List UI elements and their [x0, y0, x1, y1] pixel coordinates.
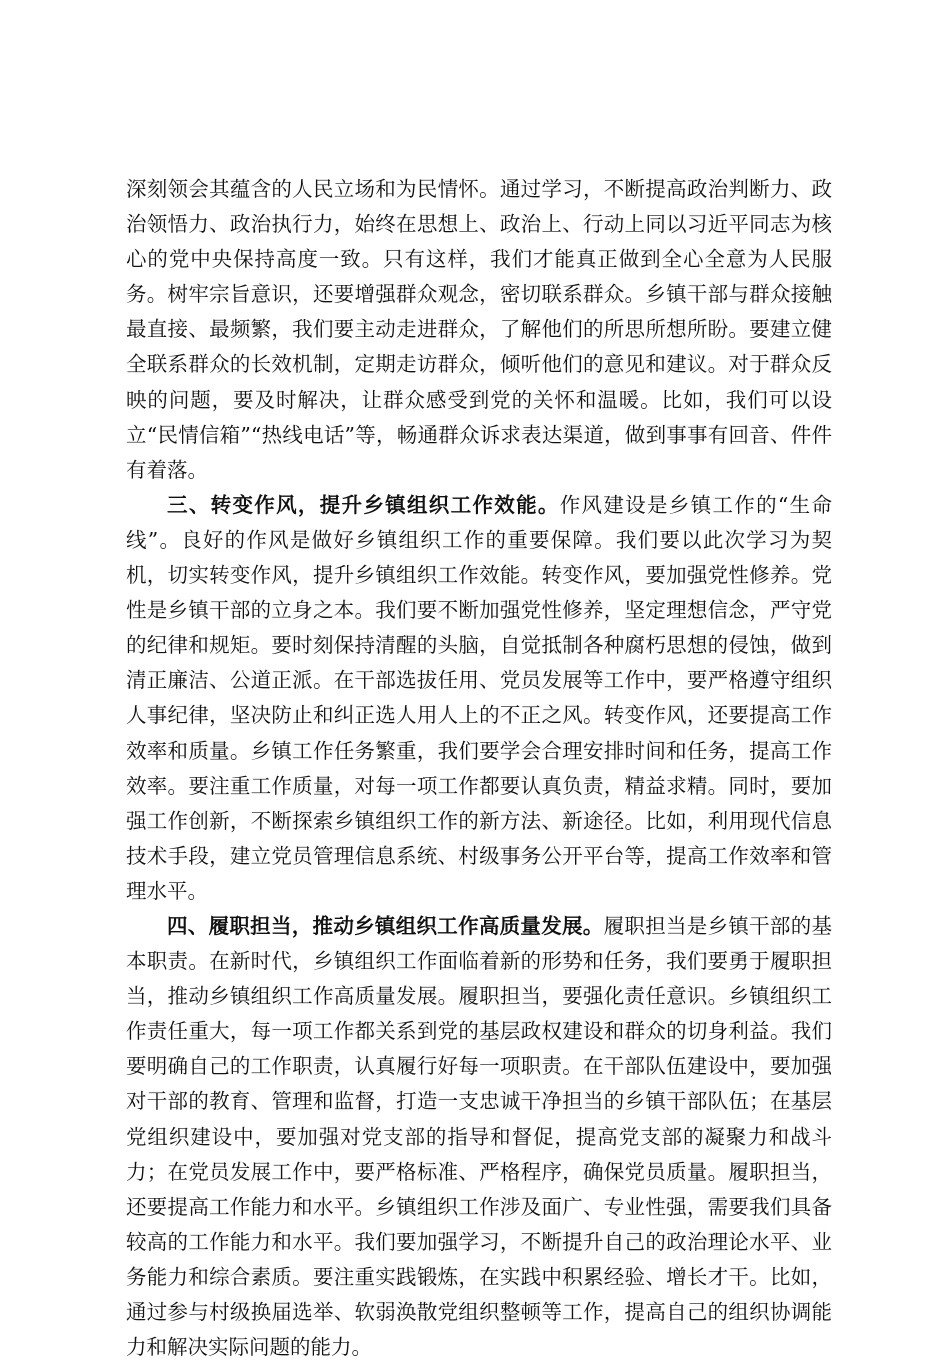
paragraph-section-4 [126, 909, 832, 1365]
paragraph-body: 深刻领会其蕴含的人民立场和为民情怀。通过学习，不断提高政治判断力、政治领悟力、政治执行力，始终在思想上、政治上、行动上同以习近平同志为核心的党中央保持高度一致。只有这样，我们才能真正做到全心全意为人民服务。树牢宗旨意识，还要增强群众观念，密切联系群众。乡镇干部与群众接触最直接、最频繁，我们要主动走进群众，了解他们的所思所想所盼。要建立健全联系群众的长效机制，定期走访群众，倾听他们的意见和建议。对于群众反映的问题，要及时解决，让群众感受到党的关怀和温暖。比如，我们可以设立“民情信箱”“热线电话”等，畅通群众诉求表达渠道，做到事事有回音、件件有着落。 [126, 177, 832, 482]
paragraph-continuation [126, 172, 832, 488]
document-body [126, 172, 832, 1365]
paragraph-body: 作风建设是乡镇工作的“生命线”。良好的作风是做好乡镇组织工作的重要保障。我们要以此次学习为契机，切实转变作风，提升乡镇组织工作效能。转变作风，要加强党性修养。党性是乡镇干部的立身之本。我们要不断加强党性修养，坚定理想信念，严守党的纪律和规矩。要时刻保持清醒的头脑，自觉抵制各种腐朽思想的侵蚀，做到清正廉洁、公道正派。在干部选拔任用、党员发展等工作中，要严格遵守组织人事纪律，坚决防止和纠正选人用人上的不正之风。转变作风，还要提高工作效率和质量。乡镇工作任务繁重，我们要学会合理安排时间和任务，提高工作效率。要注重工作质量，对每一项工作都要认真负责，精益求精。同时，要加强工作创新，不断探索乡镇组织工作的新方法、新途径。比如，利用现代信息技术手段，建立党员管理信息系统、村级事务公开平台等，提高工作效率和管理水平。 [126, 492, 833, 903]
section-heading-3: 三、转变作风，提升乡镇组织工作效能。 [167, 492, 560, 517]
section-heading-4: 四、履职担当，推动乡镇组织工作高质量发展。 [167, 913, 604, 938]
paragraph-section-3 [126, 488, 832, 909]
paragraph-body: 履职担当是乡镇干部的基本职责。在新时代，乡镇组织工作面临着新的形势和任务，我们要勇于履职担当，推动乡镇组织工作高质量发展。履职担当，要强化责任意识。乡镇组织工作责任重大，每一项工作都关系到党的基层政权建设和群众的切身利益。我们要明确自己的工作职责，认真履行好每一项职责。在干部队伍建设中，要加强对干部的教育、管理和监督，打造一支忠诚干净担当的乡镇干部队伍；在基层党组织建设中，要加强对党支部的指导和督促，提高党支部的凝聚力和战斗力；在党员发展工作中，要严格标准、严格程序，确保党员质量。履职担当，还要提高工作能力和水平。乡镇组织工作涉及面广、专业性强，需要我们具备较高的工作能力和水平。我们要加强学习，不断提升自己的政治理论水平、业务能力和综合素质。要注重实践锻炼，在实践中积累经验、增长才干。比如，通过参与村级换届选举、软弱涣散党组织整顿等工作，提高自己的组织协调能力和解决实际问题的能力。 [126, 913, 833, 1360]
